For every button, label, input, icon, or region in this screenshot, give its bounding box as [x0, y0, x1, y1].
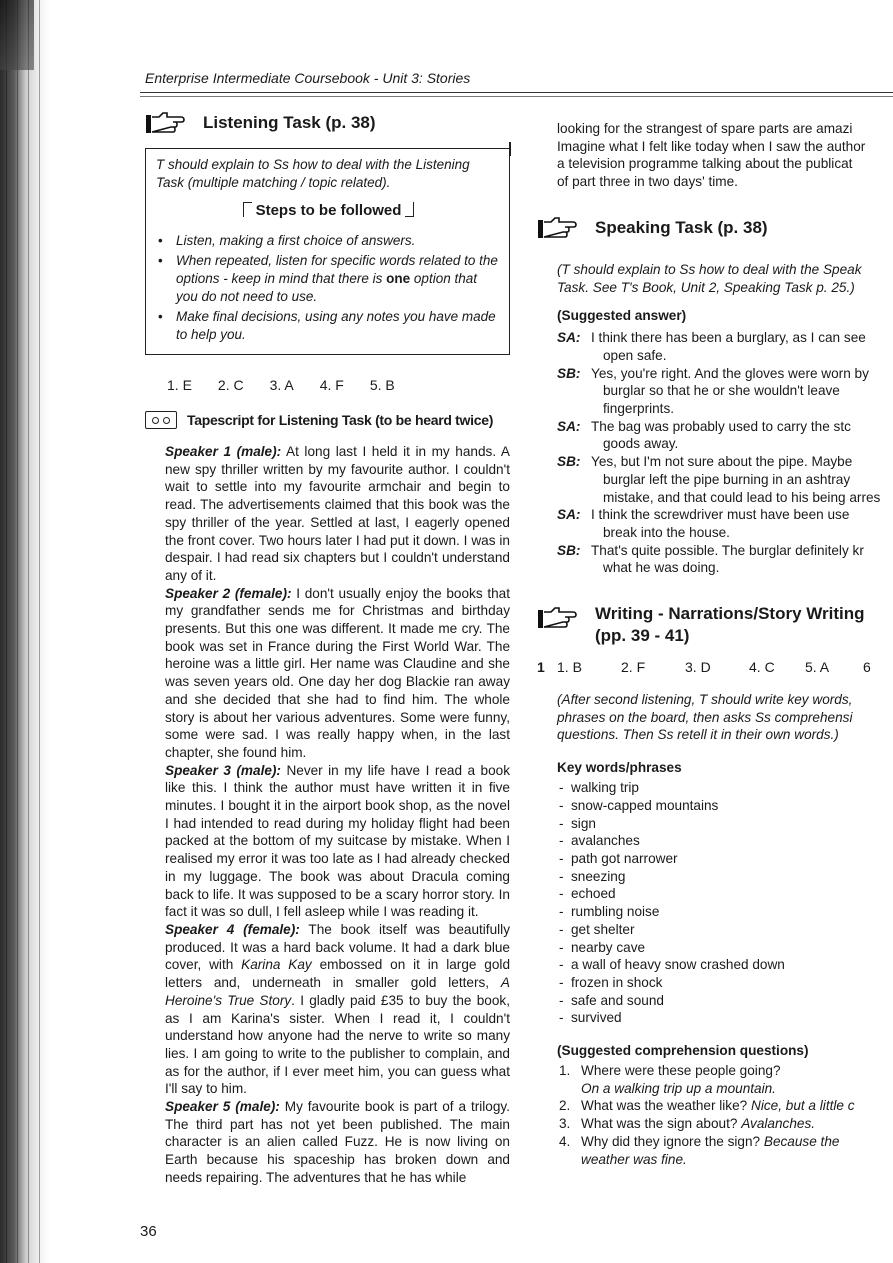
step-item: • Make final decisions, using any notes you have made to help you.	[156, 308, 501, 344]
question-item: 4. Why did they ignore the sign? Because the weather was fine.	[559, 1133, 840, 1167]
dialogue-line: SB: That's quite possible. The burglar definitely kr what he was doing.	[557, 542, 864, 576]
suggested-answer-label: (Suggested answer)	[557, 308, 687, 324]
keyword-item: - walking trip	[557, 779, 893, 797]
writing-instructions: (After second listening, T should write key words, phrases on the board, then asks Ss comprehensi questions. Then Ss retell it in their own words.)	[557, 692, 853, 743]
questions-label: (Suggested comprehension questions)	[557, 1043, 809, 1059]
exercise-number: 1	[537, 659, 545, 676]
question-item: 2. What was the weather like? Nice, but a little c	[559, 1098, 855, 1114]
keyword-item: - snow-capped mountains	[557, 797, 893, 815]
writing-title-row	[537, 603, 893, 647]
dialogue-line: SB: Yes, you're right. And the gloves were worn by burglar so that he or she wouldn't leave fingerprints.	[557, 365, 869, 417]
keyword-item: - path got narrower	[557, 850, 893, 868]
book-spine-shadow	[0, 0, 50, 1263]
keyword-item: - sign	[557, 815, 893, 833]
listening-answers	[167, 377, 510, 393]
speaker-paragraph: Speaker 2 (female): I don't usually enjoy the books that my grandfather sends me for Christmas and birthday presents. But this one was different. It made me cry. The book was set in France during the First World War. The heroine was a little girl. Her name was Claudine and she was seven years old. One day her dog Blackie ran away and she decided that she had to find him. The whole story is about her various adventures. Some were funny, some were sad. I was really happy when, in the last chapter, she found him.	[165, 585, 511, 760]
keyword-item: - nearby cave	[557, 939, 893, 957]
answer-item: 5. A	[805, 659, 830, 676]
answer-item: 3. D	[685, 659, 711, 676]
listening-intro: T should explain to Ss how to deal with the Listening Task (multiple matching / topic related).	[156, 157, 470, 190]
pointing-hand-icon	[537, 605, 577, 631]
keywords-label: Key words/phrases	[557, 760, 682, 776]
answer-item: 1. B	[557, 659, 582, 676]
tapescript-title: Tapescript for Listening Task (to be heard twice)	[187, 412, 494, 428]
listening-instructions-box	[145, 148, 510, 355]
dialogue-line: SA: I think there has been a burglary, as I can see open safe.	[557, 330, 866, 363]
keyword-item: - echoed	[557, 885, 893, 903]
writing-task-title: Writing - Narrations/Story Writing (pp. 39 - 41)	[595, 604, 865, 646]
tapescript-heading-row	[145, 411, 510, 429]
keyword-item: - rumbling noise	[557, 903, 893, 921]
keyword-item: - safe and sound	[557, 992, 893, 1010]
speaker-paragraph: Speaker 3 (male): Never in my life have I read a book like this. I think the author must have written it in five minutes. I bought it in the airport book shop, as the novel I had intended to read during my holiday flight had been packed at the bottom of my suitcase by mistake. When I realised my error it was too late as I had already checked in my luggage. The book was about Dracula coming back to life. It was supposed to be a scary horror story. In fact it was so dull, I fell asleep while I was reading it.	[165, 762, 510, 920]
dialogue-line: SA: I think the screwdriver must have been use break into the house.	[557, 507, 850, 540]
speaking-dialogue	[537, 329, 893, 577]
book-spine-top-shadow	[0, 0, 34, 70]
step-item: • Listen, making a first choice of answers.	[156, 232, 501, 250]
answer-item: 1. E	[167, 377, 192, 393]
cassette-icon	[145, 411, 177, 429]
steps-list	[156, 232, 501, 344]
left-column	[145, 110, 510, 1187]
answer-item: 4. F	[319, 377, 344, 393]
right-column	[537, 110, 893, 1168]
speaking-title-row	[537, 215, 893, 241]
tapescript-body	[165, 443, 510, 1187]
answer-item: 3. A	[269, 377, 294, 393]
questions-list	[559, 1062, 893, 1168]
listening-title-row	[145, 110, 510, 136]
question-item: 1. Where were these people going? On a walking trip up a mountain.	[559, 1063, 781, 1096]
speaker-paragraph: Speaker 4 (female): The book itself was beautifully produced. It was a hard back volume. It had a dark blue cover, with Karina Kay embossed on it in large gold letters and, underneath in smaller gold letters, A Heroine's True Story. I gladly paid £35 to buy the book, as I am Karina's sister. When I read it, I couldn't understand how anyone had the nerve to write so many lies. I am going to write to the publisher to complain, and as for the author, if I ever meet him, you can guess what I'll say to him.	[165, 921, 511, 1097]
keyword-item: - frozen in shock	[557, 974, 893, 992]
keyword-item: - get shelter	[557, 921, 893, 939]
dialogue-line: SA: The bag was probably used to carry the stc goods away.	[557, 418, 851, 452]
pointing-hand-icon	[537, 215, 577, 241]
step-item: • When repeated, listen for specific words related to the options - keep in mind that there is one option that you do not need to use.	[156, 252, 501, 306]
header-rule	[140, 92, 893, 93]
dialogue-line: SB: Yes, but I'm not sure about the pipe. Maybe burglar left the pipe burning in an ashtray mistake, and that could lead to his being arres	[557, 454, 881, 505]
header-rule-secondary	[140, 96, 893, 97]
speaker-paragraph: Speaker 5 (male): My favourite book is part of a trilogy. The third part has not yet been published. The main character is an alien called Fuzz. He is now living on Earth because his spaceship has broken down and needs repairing. The adventures that he has while	[165, 1099, 510, 1185]
keyword-item: - sneezing	[557, 868, 893, 886]
answer-item: 2. C	[217, 377, 244, 393]
answer-item: 6	[863, 659, 871, 676]
keyword-item: - a wall of heavy snow crashed down	[557, 956, 893, 974]
writing-answers	[537, 659, 893, 675]
pointing-hand-icon	[145, 110, 185, 136]
keywords-list	[557, 779, 893, 1027]
speaking-intro: (T should explain to Ss how to deal with the Speak Task. See T's Book, Unit 2, Speaking Task p. 25.)	[557, 261, 862, 295]
page-number: 36	[140, 1223, 157, 1240]
answer-item: 4. C	[749, 659, 775, 676]
question-item: 3. What was the sign about? Avalanches.	[559, 1116, 816, 1132]
continued-paragraph: looking for the strangest of spare parts are amazi Imagine what I felt like today when I saw the author a television programme talking about the publicat of part three in two days' time.	[557, 121, 866, 190]
steps-heading: Steps to be followed	[156, 202, 501, 220]
answer-item: 5. B	[369, 377, 395, 393]
speaker-paragraph: Speaker 1 (male): At long last I held it in my hands. A new spy thriller written by my favourite author. I couldn't wait to settle into my favourite armchair and begin to read. The advertisements claimed that this book was the spy thriller of the year. Settled at last, I eagerly opened the front cover. Two hours later I had put it down. I was in despair. I had read six chapters but I couldn't understand any of it.	[165, 444, 510, 583]
keyword-item: - avalanches	[557, 832, 893, 850]
speaking-task-title: Speaking Task (p. 38)	[595, 217, 768, 237]
keyword-item: - survived	[557, 1009, 893, 1027]
answer-item: 2. F	[621, 659, 646, 676]
running-header: Enterprise Intermediate Coursebook - Unit 3: Stories	[145, 70, 471, 86]
listening-task-title: Listening Task (p. 38)	[203, 113, 376, 132]
